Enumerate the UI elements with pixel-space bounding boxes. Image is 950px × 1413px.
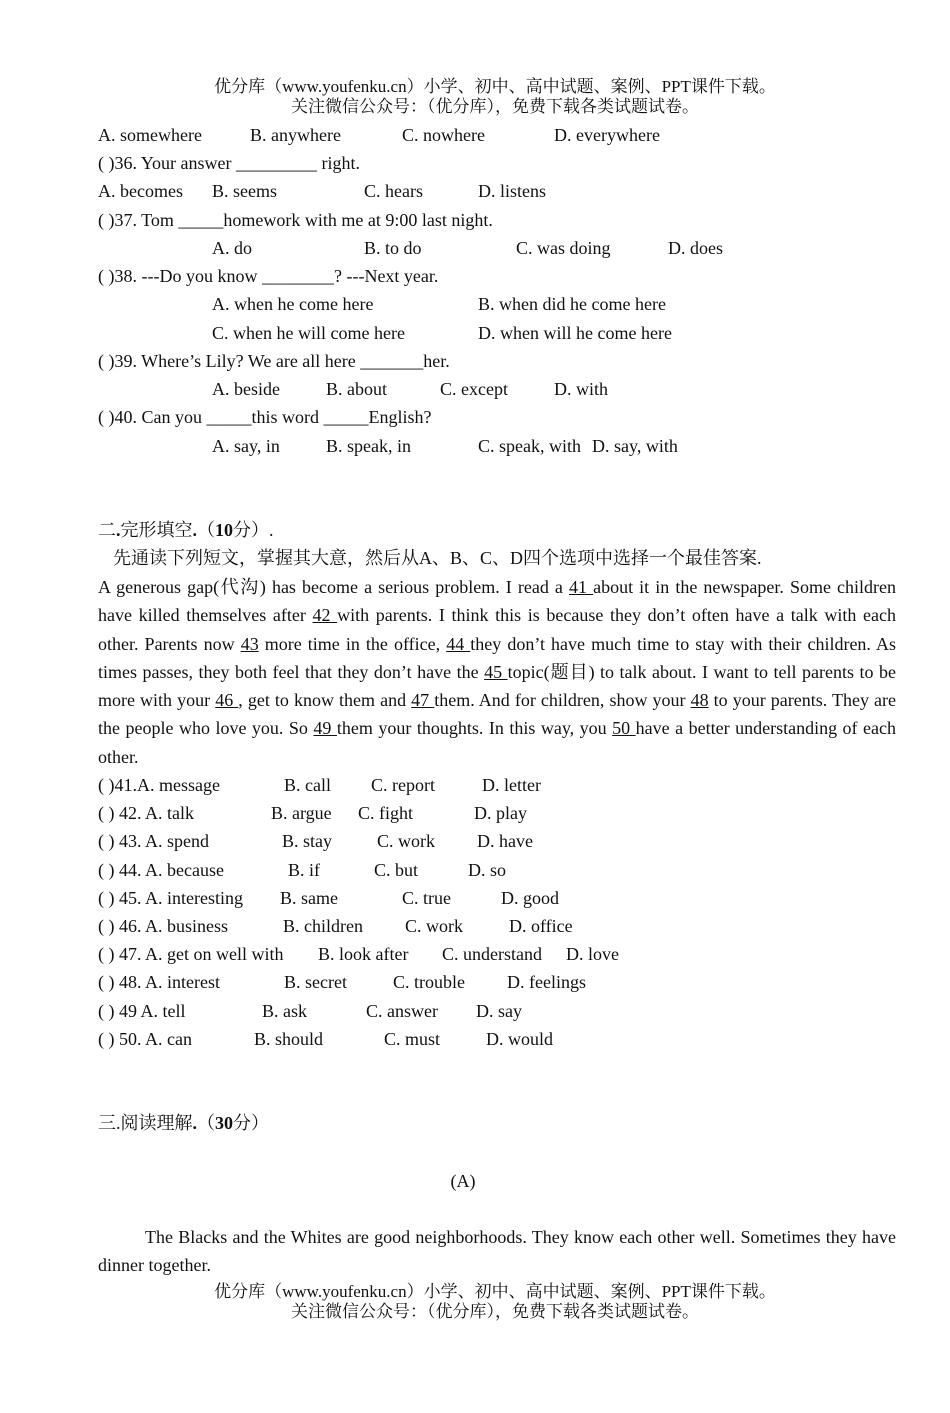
- q39-option-c: C. except: [440, 379, 508, 399]
- q50-option-d: D. would: [486, 1029, 553, 1049]
- part-a-heading: (A): [450, 1171, 476, 1191]
- section2-instruction: 先通读下列短文，掌握其大意，然后从A、B、C、D四个选项中选择一个最佳答案.: [113, 548, 762, 568]
- passage-text: to your parents. They are the people who love you. So: [98, 690, 897, 739]
- passage-text: about it in the newspaper. Some children have killed themselves after: [98, 577, 896, 626]
- q50-option-a: ( ) 50. A. can: [98, 1029, 192, 1049]
- section2-title: [98, 516, 274, 544]
- q38-option-c: C. when he will come here: [212, 323, 405, 343]
- passage-text: them. And for children, show your: [434, 690, 691, 711]
- passage-text: , get to know them and: [238, 690, 412, 711]
- q43-option-a: ( ) 43. A. spend: [98, 831, 209, 851]
- q38-option-d: D. when will he come here: [478, 323, 672, 343]
- q42-option-a: ( ) 42. A. talk: [98, 803, 194, 823]
- blank-50: 50: [612, 718, 636, 739]
- blank-42: 42: [312, 605, 338, 626]
- q47-option-a: ( ) 47. A. get on well with: [98, 944, 284, 964]
- q47-option-d: D. love: [566, 944, 619, 964]
- q45-option-c: C. true: [402, 888, 451, 908]
- reading-paragraph: [98, 1223, 896, 1280]
- q48-option-d: D. feelings: [507, 972, 586, 992]
- q37-option-b: B. to do: [364, 238, 422, 258]
- section3-title-paren: （: [197, 1113, 215, 1133]
- q36-option-d: D. listens: [478, 181, 547, 201]
- q39-option-b: B. about: [326, 379, 387, 399]
- q43-option-c: C. work: [377, 831, 435, 851]
- q50-option-b: B. should: [254, 1029, 324, 1049]
- section2-title-text: 完形填空: [120, 520, 193, 540]
- section3-title-unit: 分）: [233, 1113, 269, 1133]
- section3-title: [98, 1109, 269, 1137]
- blank-47: 47: [411, 690, 435, 711]
- q41-option-d: D. letter: [482, 775, 541, 795]
- passage-text: have a better understanding of each other.: [98, 718, 897, 767]
- q37-stem: ( )37. Tom _____homework with me at 9:00 last night.: [98, 210, 493, 230]
- blank-49: 49: [313, 718, 337, 739]
- q45-option-a: ( ) 45. A. interesting: [98, 888, 243, 908]
- footer-line-1: 优分库（www.youfenku.cn）小学、初中、高中试题、案例、PPT课件下载。: [214, 1282, 776, 1301]
- q47-option-b: B. look after: [318, 944, 409, 964]
- q44-option-d: D. so: [468, 860, 507, 880]
- blank-48: 48: [690, 690, 709, 711]
- q38-option-a: A. when he come here: [212, 294, 374, 314]
- q42-option-c: C. fight: [358, 803, 414, 823]
- q44-option-c: C. but: [374, 860, 419, 880]
- q42-option-b: B. argue: [271, 803, 332, 823]
- passage-text: with parents. I think this is because they don’t often have a talk with each other. Parents now: [98, 605, 897, 654]
- passage-text: them your thoughts. In this way, you: [336, 718, 613, 739]
- section3-title-dot: .: [116, 1113, 121, 1133]
- section3-title-text: 阅读理解: [120, 1113, 193, 1133]
- q48-option-b: B. secret: [284, 972, 347, 992]
- q39-option-a: A. beside: [212, 379, 280, 399]
- passage-text: topic(题目) to talk about. I want to tell parents to be more with your: [98, 661, 896, 711]
- q46-option-a: ( ) 46. A. business: [98, 916, 228, 936]
- section2-title-unit: 分）: [233, 520, 269, 540]
- header-line-2: 关注微信公众号：（优分库），免费下载各类试题试卷。: [291, 97, 699, 116]
- blank-44: 44: [446, 633, 471, 654]
- section3-title-score: 30: [215, 1113, 233, 1133]
- section2-title-num: 二: [98, 520, 116, 540]
- footer-line-2: 关注微信公众号：（优分库），免费下载各类试题试卷。: [291, 1302, 699, 1321]
- q47-option-c: C. understand: [442, 944, 542, 964]
- q42-option-d: D. play: [474, 803, 527, 823]
- q35-option-b: B. anywhere: [250, 125, 341, 145]
- q49-option-a: ( ) 49 A. tell: [98, 1001, 186, 1021]
- q48-option-a: ( ) 48. A. interest: [98, 972, 220, 992]
- q38-option-b: B. when did he come here: [478, 294, 666, 314]
- q46-option-d: D. office: [509, 916, 573, 936]
- q43-option-d: D. have: [477, 831, 533, 851]
- q36-stem: ( )36. Your answer _________ right.: [98, 153, 360, 173]
- q48-option-c: C. trouble: [393, 972, 465, 992]
- q43-option-b: B. stay: [282, 831, 333, 851]
- passage-text: A generous gap(代沟) has become a serious problem. I read a: [98, 577, 569, 597]
- q49-option-d: D. say: [476, 1001, 522, 1021]
- q49-option-b: B. ask: [262, 1001, 307, 1021]
- q45-option-d: D. good: [501, 888, 559, 908]
- section2-title-end: .: [269, 520, 274, 540]
- q44-option-a: ( ) 44. A. because: [98, 860, 224, 880]
- q46-option-b: B. children: [283, 916, 363, 936]
- q45-option-b: B. same: [280, 888, 338, 908]
- section3-title-dot2: .: [192, 1113, 197, 1133]
- q36-option-a: A. becomes: [98, 181, 183, 201]
- blank-41: 41: [568, 577, 594, 597]
- q41-option-a: ( )41.A. message: [98, 775, 220, 795]
- q39-option-d: D. with: [554, 379, 608, 399]
- q40-stem: ( )40. Can you _____this word _____English?: [98, 407, 432, 427]
- q35-option-d: D. everywhere: [554, 125, 660, 145]
- blank-45: 45: [484, 661, 508, 682]
- section2-title-dot2: .: [192, 520, 197, 540]
- passage-text: more time in the office,: [258, 633, 447, 654]
- blank-43: 43: [240, 633, 259, 654]
- q36-option-c: C. hears: [364, 181, 423, 201]
- q41-option-b: B. call: [284, 775, 331, 795]
- blank-46: 46: [215, 690, 239, 711]
- q46-option-c: C. work: [405, 916, 463, 936]
- q44-option-b: B. if: [288, 860, 321, 880]
- q50-option-c: C. must: [384, 1029, 441, 1049]
- q37-option-d: D. does: [668, 238, 723, 258]
- q40-option-c: C. speak, with: [478, 436, 581, 456]
- q40-option-b: B. speak, in: [326, 436, 411, 456]
- q49-option-c: C. answer: [366, 1001, 438, 1021]
- header-line-1: 优分库（www.youfenku.cn）小学、初中、高中试题、案例、PPT课件下载。: [214, 77, 776, 96]
- cloze-passage: [98, 573, 896, 771]
- section3-title-num: 三: [98, 1113, 116, 1133]
- q37-option-c: C. was doing: [516, 238, 611, 258]
- q40-option-d: D. say, with: [592, 436, 678, 456]
- passage-text: they don’t have much time to stay with their children. As times passes, they both feel that they don’t have the: [98, 633, 897, 682]
- q41-option-c: C. report: [371, 775, 435, 795]
- section2-title-paren: （: [197, 520, 215, 540]
- q38-stem: ( )38. ---Do you know ________? ---Next year.: [98, 266, 439, 286]
- q35-option-c: C. nowhere: [402, 125, 485, 145]
- reading-paragraph-text: The Blacks and the Whites are good neighborhoods. They know each other well. Sometimes they have dinner together.: [98, 1227, 896, 1276]
- q36-option-b: B. seems: [212, 181, 277, 201]
- section2-title-dot: .: [116, 520, 121, 540]
- section2-title-score: 10: [215, 520, 233, 540]
- q40-option-a: A. say, in: [212, 436, 280, 456]
- q39-stem: ( )39. Where’s Lily? We are all here _______her.: [98, 351, 450, 371]
- q37-option-a: A. do: [212, 238, 252, 258]
- q35-option-a: A. somewhere: [98, 125, 202, 145]
